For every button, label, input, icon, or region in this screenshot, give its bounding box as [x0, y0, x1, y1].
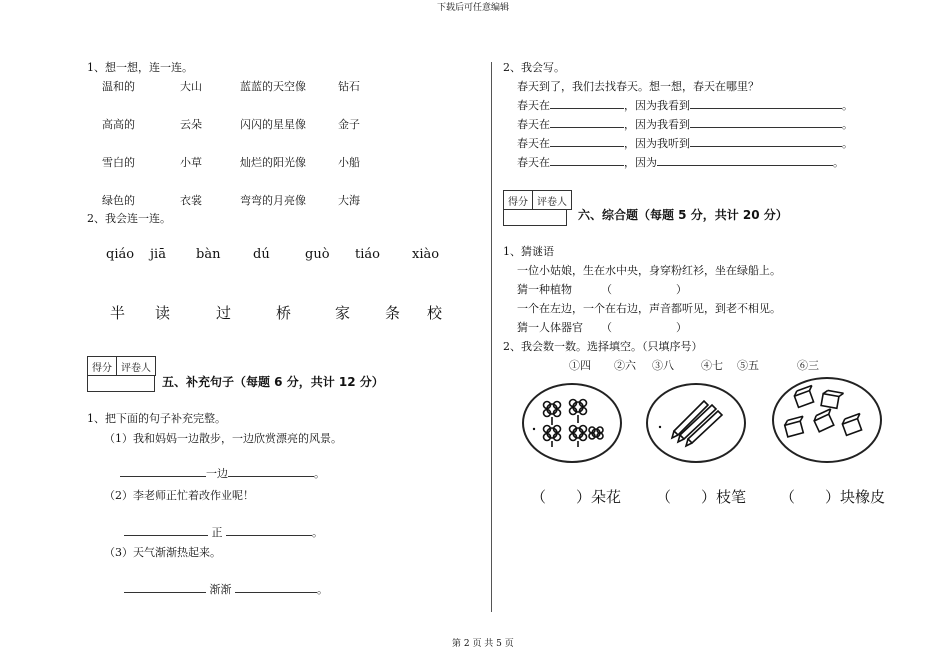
- match-cell: 衣裳: [180, 194, 202, 207]
- spring-prefix: 春天在: [517, 156, 550, 169]
- page-number: 第 2 页 共 5 页: [452, 639, 514, 649]
- fill-end: 。: [842, 137, 853, 150]
- fill-end: 。: [842, 118, 853, 131]
- fill-blank[interactable]: [124, 582, 206, 593]
- match-cell: 闪闪的星星像: [240, 118, 306, 131]
- fill-line: [124, 581, 328, 597]
- riddle-paren-right: ）: [676, 283, 687, 296]
- hanzi: 校: [427, 304, 443, 322]
- match-cell: 小船: [338, 156, 360, 169]
- fill-blank[interactable]: [550, 136, 624, 147]
- option: ⑤五: [737, 359, 759, 372]
- riddle-paren-left: （: [601, 321, 612, 334]
- spring-line: [517, 116, 853, 132]
- answer-label: 朵花: [591, 488, 622, 506]
- fill-blank[interactable]: [690, 98, 842, 109]
- fill-blank[interactable]: [657, 155, 833, 166]
- answer-paren[interactable]: （ ）: [780, 488, 841, 506]
- spring-intro: 春天到了，我们去找春天。想一想，春天在哪里？: [517, 80, 759, 93]
- sentence-prompt: （3）天气渐渐热起来。: [104, 546, 221, 559]
- match-cell: 大海: [338, 194, 360, 207]
- spring-line: [517, 97, 853, 113]
- fill-blank[interactable]: [690, 117, 842, 128]
- section6-q2-title: 2、我会数一数。选择填空。（只填序号）: [503, 340, 703, 353]
- match-cell: 金子: [338, 118, 360, 131]
- hanzi: 条: [385, 304, 401, 322]
- fill-blank[interactable]: [235, 582, 317, 593]
- pinyin: bàn: [196, 247, 221, 262]
- section5-title: 五、补充句子（每题 6 分，共计 12 分）: [162, 375, 384, 389]
- fill-blank[interactable]: [550, 98, 624, 109]
- sentence-prompt: （1）我和妈妈一边散步，一边欣赏漂亮的风景。: [104, 432, 342, 445]
- option: ⑥三: [797, 359, 819, 372]
- match-cell: 蓝蓝的天空像: [240, 80, 306, 93]
- section6-q1-title: 1、猜谜语: [503, 245, 554, 258]
- answer-paren[interactable]: （ ）: [656, 488, 717, 506]
- match-cell: 大山: [180, 80, 202, 93]
- hanzi: 桥: [276, 304, 292, 322]
- option: ②六: [614, 359, 636, 372]
- fill-blank[interactable]: [124, 525, 208, 536]
- match-cell: 雪白的: [102, 156, 135, 169]
- pinyin: xiào: [412, 247, 440, 262]
- sentence-prompt: （2）李老师正忙着改作业呢！: [104, 489, 254, 502]
- hanzi: 家: [335, 304, 351, 322]
- pencils-oval: [646, 383, 746, 463]
- fill-blank[interactable]: [120, 466, 206, 477]
- spring-reason: ，因为我看到: [624, 99, 690, 112]
- match-cell: 温和的: [102, 80, 135, 93]
- pinyin: qiáo: [106, 247, 135, 262]
- fill-end: 。: [842, 99, 853, 112]
- riddle-guess: 猜一人体器官: [517, 321, 583, 334]
- erasers-icon: [774, 379, 880, 461]
- pinyin: dú: [253, 247, 270, 262]
- match-cell: 小草: [180, 156, 202, 169]
- fill-blank[interactable]: [228, 466, 314, 477]
- flowers-icon: [524, 385, 620, 461]
- fill-line: [124, 524, 323, 540]
- riddle-text: 一个在左边，一个在右边，声音都听见，到老不相见。: [517, 302, 781, 315]
- score-label: 得分: [508, 196, 528, 208]
- match-cell: 云朵: [180, 118, 202, 131]
- score-box-blank: [87, 375, 155, 392]
- fill-blank[interactable]: [226, 525, 312, 536]
- fill-word: 正: [211, 526, 223, 539]
- match-cell: 钻石: [338, 80, 360, 93]
- match-cell: 高高的: [102, 118, 135, 131]
- score-box: [87, 356, 156, 376]
- score-box: [503, 190, 572, 210]
- fill-blank[interactable]: [690, 136, 842, 147]
- fill-word: 渐渐: [209, 583, 232, 596]
- match-cell: 绿色的: [102, 194, 135, 207]
- hanzi: 过: [216, 304, 232, 322]
- fill-word: 一边: [206, 467, 228, 480]
- spring-prefix: 春天在: [517, 137, 550, 150]
- q2-title: 2、我会连一连。: [87, 212, 171, 225]
- fill-line: [120, 465, 325, 481]
- answer-label: 块橡皮: [840, 488, 886, 506]
- spring-line: [517, 135, 853, 151]
- answer-paren[interactable]: （ ）: [531, 488, 592, 506]
- section6-title: 六、综合题（每题 5 分，共计 20 分）: [578, 208, 788, 222]
- hanzi: 半: [110, 304, 126, 322]
- reviewer-label: 评卷人: [532, 191, 571, 209]
- spring-reason: ，因为我看到: [624, 118, 690, 131]
- right-q2-title: 2、我会写。: [503, 61, 565, 74]
- riddle-guess: 猜一种植物: [517, 283, 572, 296]
- spring-prefix: 春天在: [517, 99, 550, 112]
- erasers-oval: [772, 377, 882, 463]
- q1-title: 1、想一想，连一连。: [87, 61, 193, 74]
- answer-label: 枝笔: [716, 488, 747, 506]
- riddle-paren-right: ）: [676, 321, 687, 334]
- pinyin: jiā: [150, 247, 166, 262]
- fill-end: 。: [317, 583, 328, 596]
- fill-end: 。: [312, 526, 323, 539]
- spring-reason: ，因为我听到: [624, 137, 690, 150]
- pinyin: tiáo: [355, 247, 380, 262]
- reviewer-label: 评卷人: [116, 357, 155, 375]
- fill-end: 。: [314, 467, 325, 480]
- riddle-text: 一位小姑娘，生在水中央，身穿粉红衫，坐在绿船上。: [517, 264, 781, 277]
- answer-erasers: [780, 486, 885, 507]
- spring-prefix: 春天在: [517, 118, 550, 131]
- top-note: 下载后可任意编辑: [437, 3, 510, 13]
- spring-line: [517, 154, 844, 170]
- section5-q1-title: 1、把下面的句子补充完整。: [87, 412, 226, 425]
- spring-reason: ，因为: [624, 156, 657, 169]
- pinyin: guò: [305, 247, 330, 262]
- answer-flowers: [531, 486, 621, 507]
- fill-blank[interactable]: [550, 155, 624, 166]
- fill-blank[interactable]: [550, 117, 624, 128]
- flowers-oval: [522, 383, 622, 463]
- riddle-paren-left: （: [601, 283, 612, 296]
- option: ③八: [652, 359, 674, 372]
- column-divider: [491, 62, 492, 612]
- hanzi: 读: [155, 304, 171, 322]
- score-label: 得分: [92, 362, 112, 374]
- answer-pencils: [656, 486, 746, 507]
- match-cell: 灿烂的阳光像: [240, 156, 306, 169]
- option: ①四: [569, 359, 591, 372]
- option: ④七: [701, 359, 723, 372]
- pencils-icon: [648, 385, 744, 461]
- match-cell: 弯弯的月亮像: [240, 194, 306, 207]
- score-box-blank: [503, 209, 567, 226]
- fill-end: 。: [833, 156, 844, 169]
